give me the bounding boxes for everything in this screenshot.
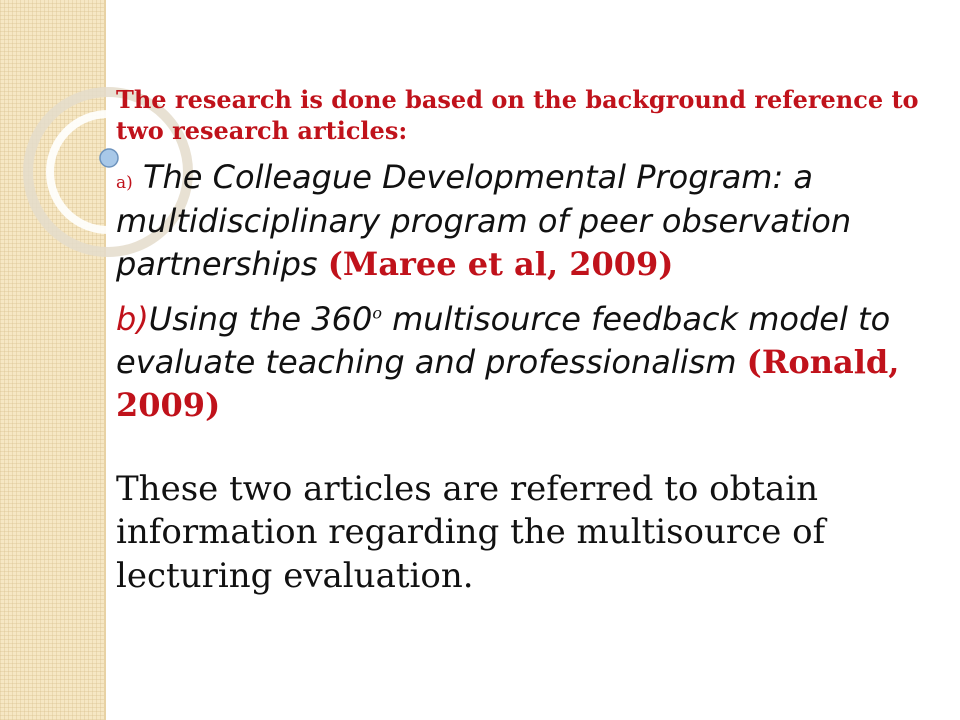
reference-b [116,298,946,428]
reference-a-title: The Colleague Developmental Program: a multidisciplinary program of peer observation partnerships [116,158,852,283]
reference-b-citation: (Ronald, 2009) [116,343,900,425]
reference-a-citation: (Maree et al, 2009) [327,244,674,283]
reference-a-marker: a) [116,173,133,194]
reference-b-marker: b) [116,299,149,338]
reference-a [116,156,946,286]
degree-symbol: o [372,303,382,323]
slide-content [116,84,946,598]
intro-text: The research is done based on the background reference to two research articles: [116,85,919,146]
summary-text: These two articles are referred to obtain information regarding the multisource of lecturing evaluation. [116,468,826,596]
reference-b-title-part2: multisource feedback model to evaluate teaching and professionalism [116,299,891,382]
reference-b-title-part1: Using the 360 [148,299,373,338]
